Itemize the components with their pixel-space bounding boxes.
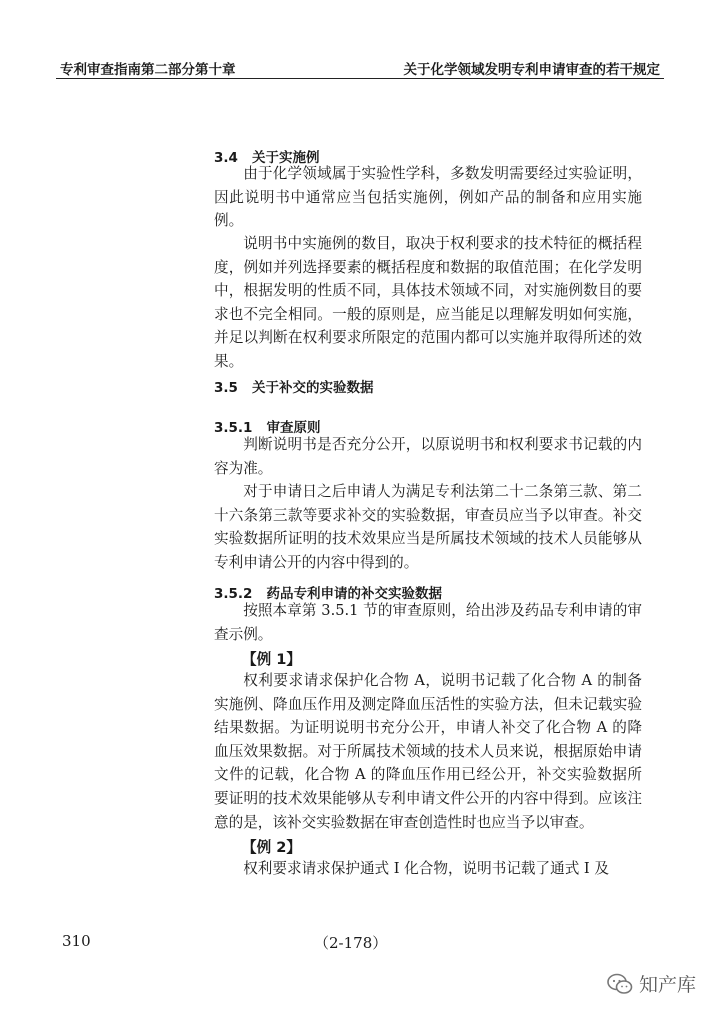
watermark-text: 知产库 (638, 974, 696, 996)
example-1-label: 【例 1】 (242, 651, 302, 668)
paragraph-3-4-2: 说明书中实施例的数目，取决于权利要求的技术特征的概括程度，例如并列选择要素的概括程度和数据的取值范围；在化学发明中，根据发明的性质不同，具体技术领域不同，对实施例数目的要求也不完全相同。一般的原则是，应当能足以理解发明如何实施，并足以判断在权利要求所限定的范围内都可以实施并取得所述的效果。 (214, 235, 642, 370)
example-1-text: 权利要求请求保护化合物 A，说明书记载了化合物 A 的制备实施例、降血压作用及测定降血压活性的实验方法，但未记载实验结果数据。为证明说明书充分公开，申请人补交了化合物 A 的降血压效果数据。对于所属技术领域的技术人员来说，根据原始申请文件的记载，化合物 A 的降血压作用已经公开，补交实验数据所要证明的技术效果能够从专利申请文件公开的内容中得到。应该注意的是，该补交实验数据在审查创造性时也应当予以审查。 (214, 672, 642, 831)
page-code: （2-178） (314, 934, 388, 952)
paragraph-3-5-2-1: 按照本章第 3.5.1 节的审查原则，给出涉及药品专利申请的审查示例。 (214, 602, 642, 643)
header-chapter: 专利审查指南第二部分第十章 (60, 62, 236, 78)
heading-3-5: 3.5 关于补交的实验数据 (214, 380, 374, 396)
header-section-title: 关于化学领域发明专利申请审查的若干规定 (403, 62, 660, 78)
heading-3-4: 3.4 关于实施例 (214, 150, 320, 166)
example-2-label: 【例 2】 (242, 839, 302, 856)
paragraph-3-4-1: 由于化学领域属于实验性学科，多数发明需要经过实验证明，因此说明书中通常应当包括实施例，例如产品的制备和应用实施例。 (214, 165, 642, 230)
wechat-icon (607, 973, 633, 995)
heading-3-5-2: 3.5.2 药品专利申请的补交实验数据 (214, 586, 443, 602)
paragraph-3-5-1-1: 判断说明书是否充分公开，以原说明书和权利要求书记载的内容为准。 (214, 436, 642, 477)
page-header (56, 52, 664, 79)
page-number: 310 (62, 932, 91, 950)
heading-3-5-1: 3.5.1 审查原则 (214, 420, 321, 436)
example-2-text: 权利要求请求保护通式 I 化合物，说明书记载了通式 I 及 (243, 860, 609, 877)
watermark (607, 970, 696, 997)
paragraph-3-5-1-2: 对于申请日之后申请人为满足专利法第二十二条第三款、第二十六条第三款等要求补交的实验数据，审查员应当予以审查。补交实验数据所证明的技术效果应当是所属技术领域的技术人员能够从专利申请公开的内容中得到的。 (214, 483, 642, 571)
